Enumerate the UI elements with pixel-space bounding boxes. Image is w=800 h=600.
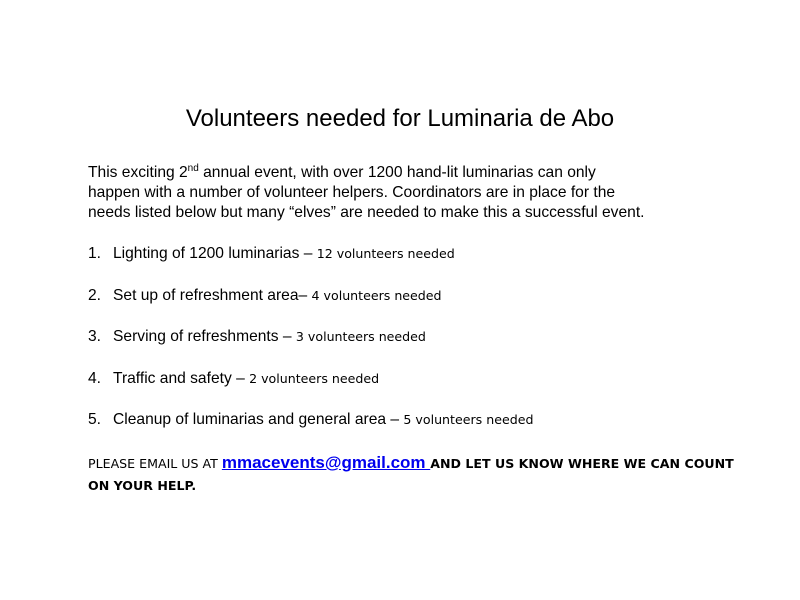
list-item-number: 1. <box>88 245 102 262</box>
list-item-task: Cleanup of luminarias and general area – <box>113 411 404 428</box>
list-item-number: 4. <box>88 369 102 387</box>
list-item-task: Lighting of 1200 luminarias – <box>113 245 317 262</box>
list-item <box>88 369 533 411</box>
list-item <box>88 327 533 369</box>
list-item-task: Set up of refreshment area– <box>113 286 312 304</box>
document-title: Volunteers needed for Luminaria de Abo <box>185 105 615 132</box>
list-item-number: 5. <box>88 411 102 428</box>
list-item <box>88 410 533 452</box>
list-item-volunteers: 2 volunteers needed <box>249 370 380 386</box>
list-item-task: Traffic and safety – <box>113 369 250 387</box>
list-item-volunteers: 5 volunteers needed <box>403 412 534 427</box>
intro-line-3: needs listed below but many “elves” are needed to make this a successful event. <box>88 204 645 221</box>
ordinal-superscript: nd <box>187 163 199 174</box>
email-link[interactable]: mmacevents@gmail.com <box>221 453 431 472</box>
call-to-action <box>88 452 738 497</box>
list-item-volunteers: 4 volunteers needed <box>311 287 442 303</box>
intro-line-2: happen with a number of volunteer helpers. Coordinators are in place for the <box>88 184 616 201</box>
list-item <box>88 244 533 286</box>
intro-line-1-start: This exciting 2 <box>88 164 188 181</box>
list-item-number: 2. <box>88 286 102 304</box>
cta-before-text: PLEASE EMAIL US AT <box>88 456 222 471</box>
list-item-volunteers: 12 volunteers needed <box>316 246 455 261</box>
intro-paragraph <box>88 163 728 223</box>
list-item-volunteers: 3 volunteers needed <box>295 329 426 344</box>
volunteer-task-list <box>88 244 533 452</box>
intro-line-1-end: annual event, with over 1200 hand-lit luminarias can only <box>198 164 596 181</box>
list-item-task: Serving of refreshments – <box>113 328 296 345</box>
cta-after-text: AND LET US KNOW WHERE WE CAN COUNT ON YOUR HELP. <box>88 456 734 493</box>
list-item-number: 3. <box>88 328 102 345</box>
list-item <box>88 286 533 328</box>
intro-line-1 <box>88 163 728 183</box>
